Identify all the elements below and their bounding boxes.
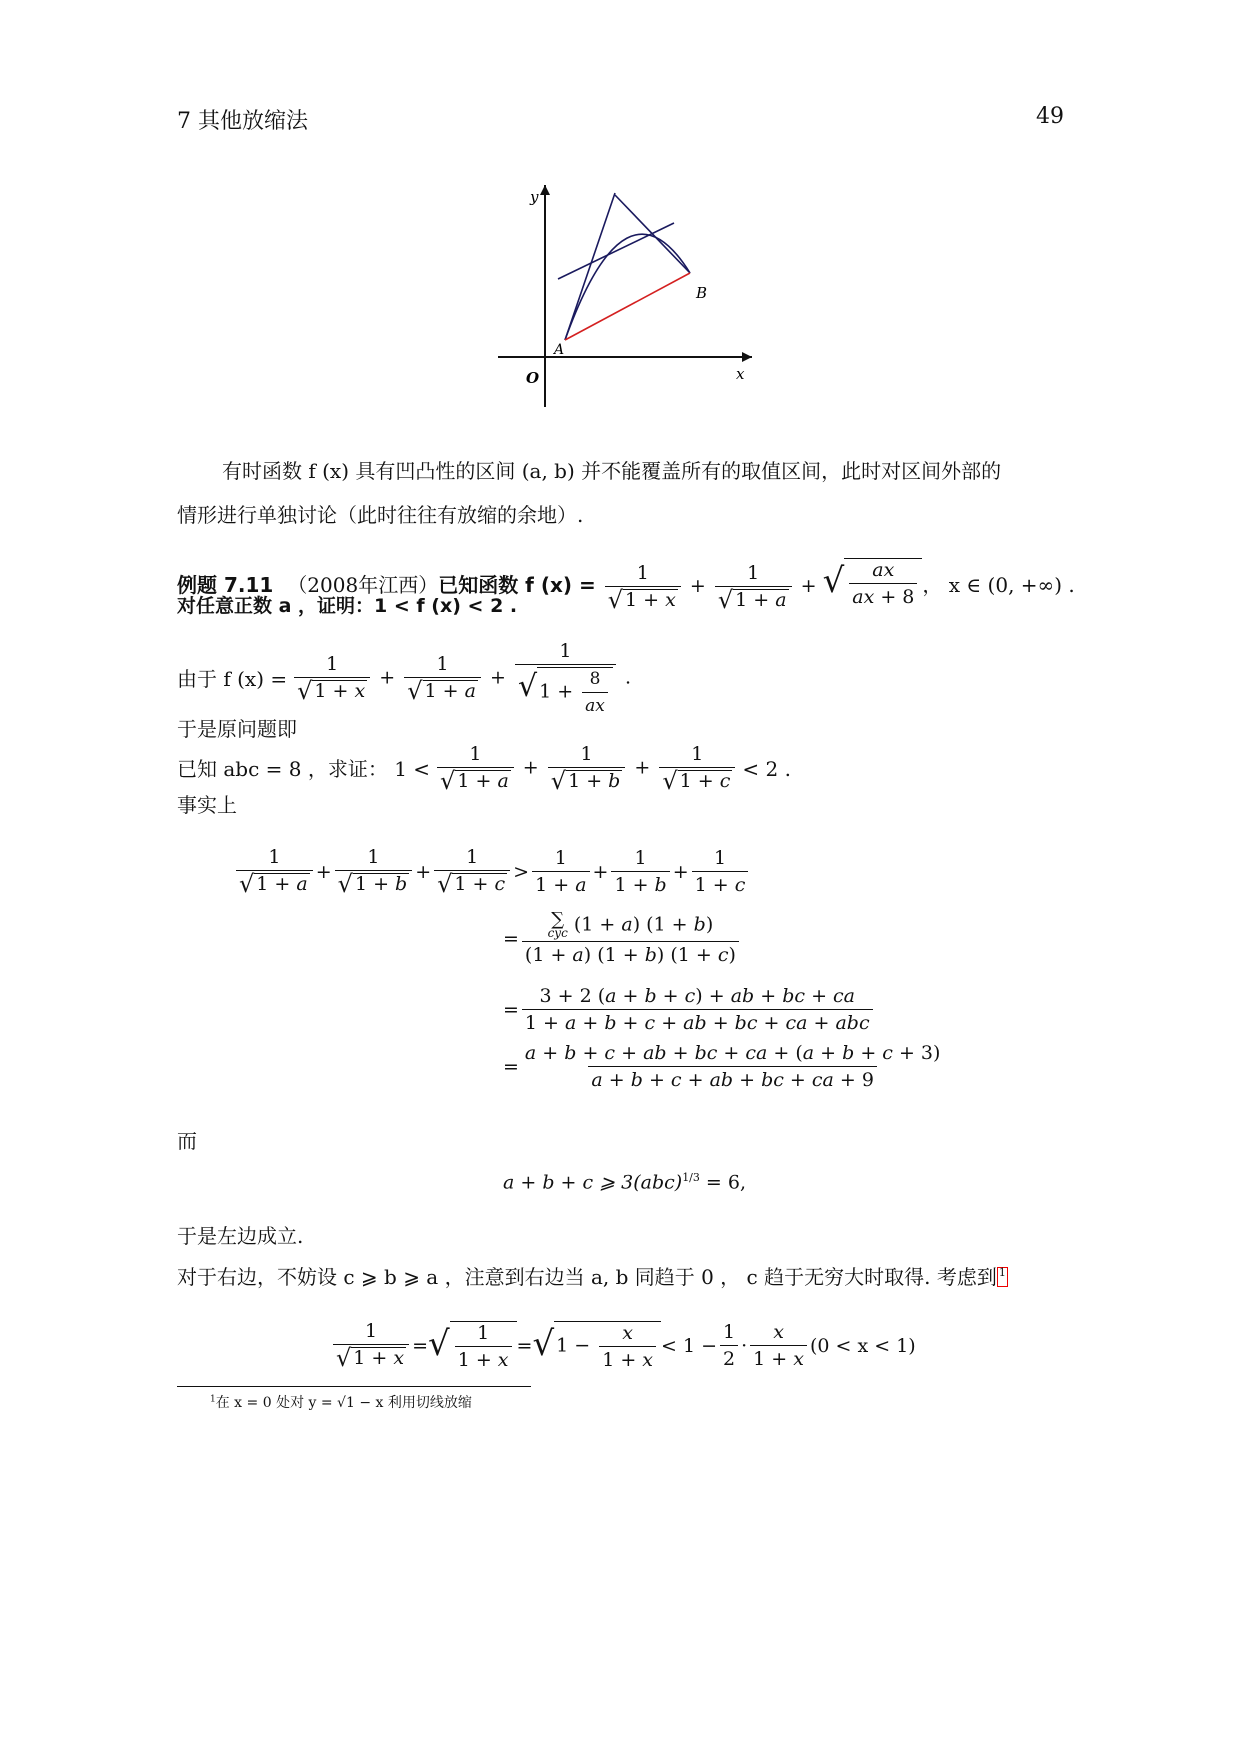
footnote [210, 1392, 472, 1412]
x-axis-arrow [742, 352, 752, 362]
x-label: x [736, 365, 745, 383]
derivation-line-1: 1 √ 1 + a + 1 √ 1 + b + 1 √ 1 + c > $\frac{1}{1 + a}$ + $\frac{1}{1 + b}$ + $\frac{1}{1 + c}$ [233, 846, 751, 897]
final-inequality: 1 √ 1 + x = √ $\frac{1}{1 + x}$ = √ 1 − $\frac{x}{1 + x}$ < 1 − $\frac{1}{2}$ · $\frac{x}{1 + x}$ (0 < x < 1) [330, 1320, 916, 1371]
fact-text: 事实上 [177, 793, 237, 817]
chapter-header: 7 其他放缩法 [177, 109, 308, 134]
since-expression: 1 √ 1 + x + 1 √ 1 + a + 1 √ 1 + $\frac{8}{ax}$ . [291, 640, 631, 717]
left-done: 于是左边成立. [177, 1224, 304, 1248]
origin-label: O [526, 369, 540, 387]
known-end: < 2 . [742, 756, 791, 781]
amgm-exponent: 1/3 [682, 1171, 700, 1184]
para-line-1: 有时函数 f (x) 具有凹凸性的区间 (a, b) 并不能覆盖所有的取值区间，此时对区间外部的 [222, 459, 1002, 483]
example-title: 例题 7.11 [177, 573, 274, 598]
page-number: 49 [1036, 104, 1064, 129]
tangent-line-mid [558, 223, 674, 279]
tangent-line-b [615, 195, 690, 273]
example-source: （2008年江西） [287, 573, 439, 598]
final-tail: (0 < x < 1) [809, 1334, 916, 1357]
footnote-rule [177, 1386, 531, 1387]
y-label: y [530, 188, 539, 206]
example-lead: 已知函数 f (x) = [438, 573, 596, 598]
example-claim: 对任意正数 a ，证明：1 < f (x) < 2 . [177, 595, 518, 617]
point-a-label: A [554, 342, 565, 358]
amgm-end: = 6, [699, 1171, 747, 1194]
but-text: 而 [177, 1129, 197, 1153]
so-lead: 于是原问题即 [177, 717, 297, 741]
known-expression: 1 √ 1 + a + 1 √ 1 + b + 1 √ 1 + c [434, 743, 738, 794]
footnote-text: 在 x = 0 处对 y = √1 − x 利用切线放缩 [215, 1395, 472, 1411]
right-side-line [177, 1262, 1008, 1292]
footnote-link[interactable]: 1 [997, 1267, 1008, 1287]
right-side-text: 对于右边，不妨设 c ⩾ b ⩾ a ，注意到右边当 a, b 同趋于 0 ， c 趋于无穷大时取得. 考虑到 [177, 1265, 997, 1289]
point-b-label: B [696, 284, 708, 302]
footnote-mark: 1 [210, 1394, 216, 1405]
y-axis-arrow [540, 185, 550, 195]
domain-text: ， x ∈ (0, +∞) . [922, 573, 1075, 598]
amgm-line [503, 1166, 746, 1194]
since-line [177, 640, 631, 717]
known-line [177, 743, 791, 794]
amgm-main: a + b + c ⩾ 3(abc) [503, 1171, 683, 1194]
convexity-figure [490, 185, 770, 415]
since-text: 由于 f (x) = [177, 666, 288, 691]
derivation-line-3: = $\frac{3 + 2 (a + b + c) + ab + bc + ca}{\text{1 + a + b + c + ab + bc + ca + abc}}$ [503, 985, 876, 1034]
derivation-line-2: = ∑ cyc (1 + a) (1 + b) (1 + a) (1 + b) (1 + c) [503, 912, 742, 966]
derivation-line-4: = $\frac{a + b + c + ab + bc + ca + (a + b + c + 3)}{a + b + c + ab + bc + ca + 9}$ [503, 1042, 941, 1091]
known-text: 已知 abc = 8 ，求证： 1 < [177, 756, 431, 781]
f-definition: 1 √ 1 + x + 1 √ 1 + a + √ $\frac{ax}{ax + 8}$ [602, 558, 923, 613]
para-line-2: 情形进行单独讨论（此时往往有放缩的余地）. [177, 503, 584, 527]
